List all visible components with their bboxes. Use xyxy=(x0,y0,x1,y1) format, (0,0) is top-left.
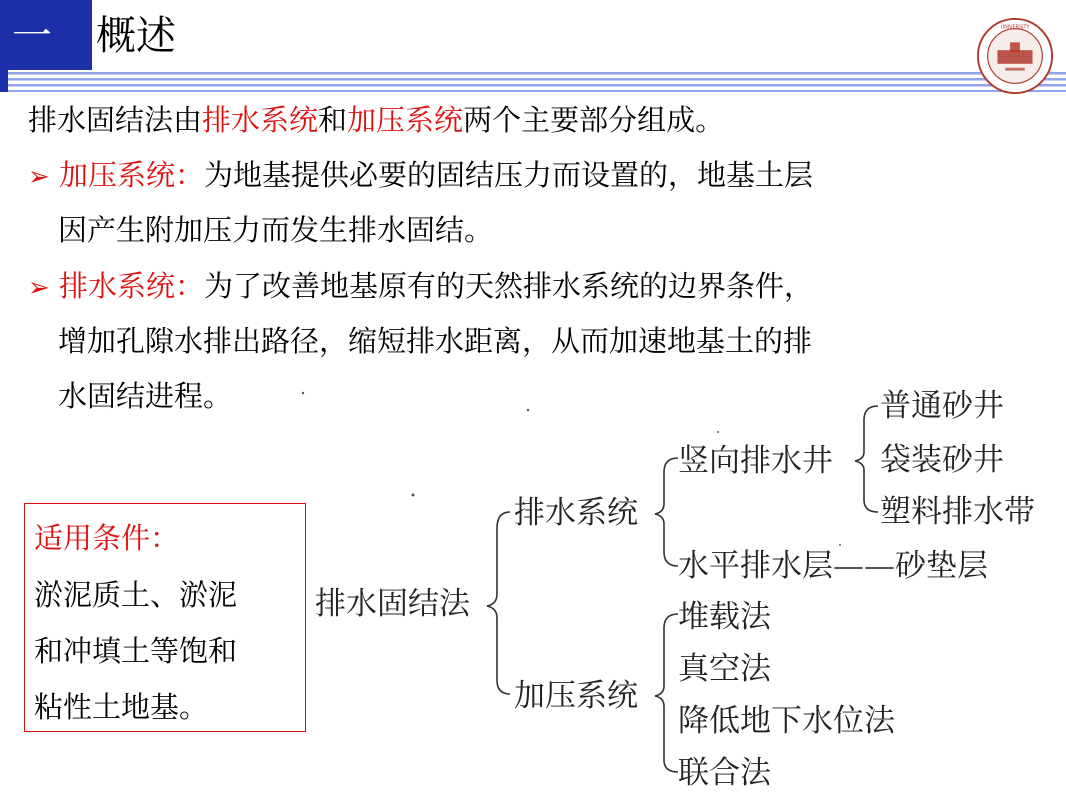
intro-text-3: 两个主要部分组成。 xyxy=(463,103,725,137)
drain-brace xyxy=(655,458,678,566)
conditions-line: 淤泥质土、淤泥 xyxy=(34,578,238,612)
node-vertical-wells: 竖向排水井 xyxy=(678,443,833,479)
conditions-line: 粘性土地基。 xyxy=(34,690,209,724)
pressure-brace xyxy=(655,614,678,772)
node-drain-system: 排水系统 xyxy=(514,495,638,531)
conditions-title: 适用条件： xyxy=(34,521,180,555)
node-sand-cushion: 砂垫层 xyxy=(895,548,988,584)
node-pressure-system: 加压系统 xyxy=(514,678,638,714)
node-root: 排水固结法 xyxy=(315,586,470,622)
item-drain-line3: 水固结进程。 xyxy=(58,379,233,413)
node-surcharge-method: 堆载法 xyxy=(678,599,771,635)
root-brace xyxy=(487,512,510,694)
arrow-bullet-icon: ➢ xyxy=(28,162,50,192)
node-bagged-sand-well: 袋装砂井 xyxy=(880,442,1004,478)
node-plastic-drain-board: 塑料排水带 xyxy=(880,494,1035,530)
vertical-brace xyxy=(855,406,878,512)
node-horizontal-layer-row xyxy=(678,546,988,586)
item-drain-line1: 为了改善地基原有的天然排水系统的边界条件， xyxy=(204,269,814,303)
intro-highlight-drain: 排水系统 xyxy=(202,103,319,137)
node-combined-method: 联合法 xyxy=(678,755,771,791)
section-number: 一 xyxy=(12,13,52,59)
item-pressure-line1: 为地基提供必要的固结压力而设置的，地基土层 xyxy=(204,158,814,192)
term-pressure: 加压系统： xyxy=(59,158,205,192)
intro-highlight-pressure: 加压系统 xyxy=(347,103,464,137)
item-pressure-line2: 因产生附加压力而发生排水固结。 xyxy=(58,213,494,247)
conditions-line: 和冲填土等饱和 xyxy=(34,634,238,668)
page-title: 概述 xyxy=(96,13,176,59)
node-vacuum-method: 真空法 xyxy=(678,651,771,687)
arrow-bullet-icon: ➢ xyxy=(28,273,50,303)
node-ordinary-sand-well: 普通砂井 xyxy=(880,388,1004,424)
intro-text-1: 排水固结法由 xyxy=(28,103,203,137)
node-horizontal-layer: 水平排水层 xyxy=(678,548,833,584)
connector-dash: —— xyxy=(833,548,895,584)
term-drain: 排水系统： xyxy=(59,269,205,303)
svg-text:UNIVERSITY: UNIVERSITY xyxy=(1000,24,1030,31)
intro-text-2: 和 xyxy=(318,103,348,137)
item-drain-line2: 增加孔隙水排出路径，缩短排水距离，从而加速地基土的排 xyxy=(58,324,813,358)
node-dewatering-method: 降低地下水位法 xyxy=(678,703,895,739)
